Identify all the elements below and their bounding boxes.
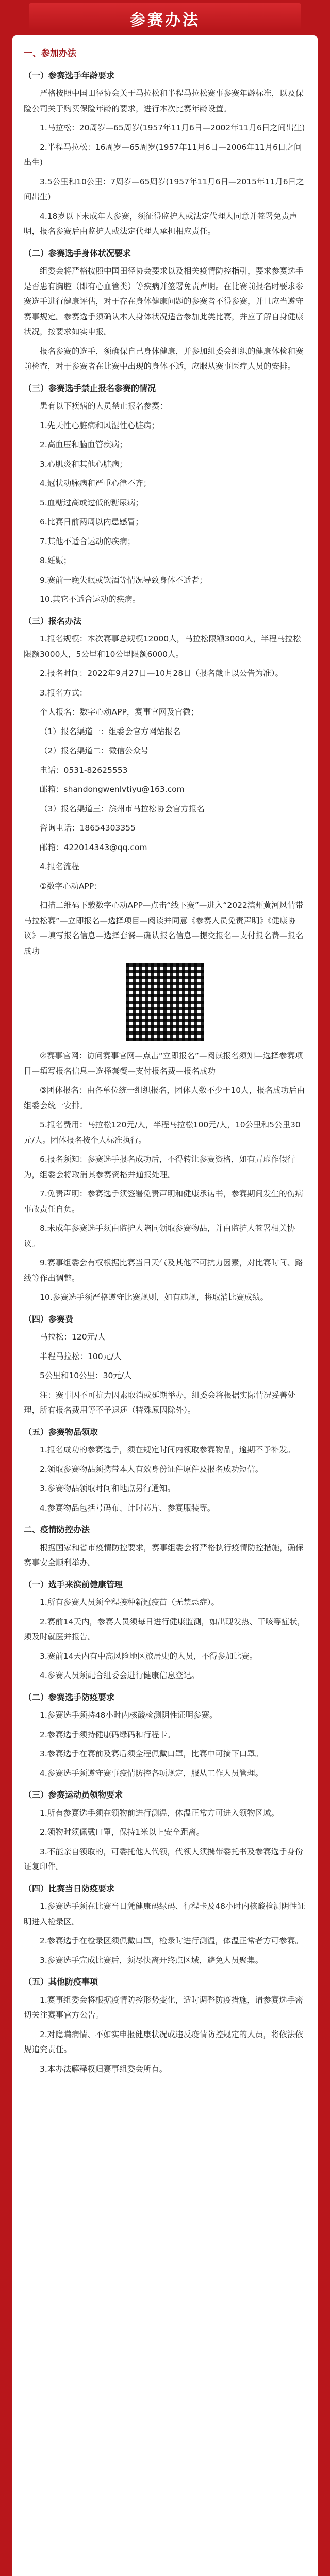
subsection-heading: （四）比赛当日防疫要求 (24, 1883, 115, 1893)
paragraph: 8.未成年参赛选手须由监护人陪同领取参赛物品，并由监护人签署相关协议。 (24, 1224, 295, 1248)
paragraph: ②赛事官网：访问赛事官网—点击“立即报名”—阅读报名须知—选择参赛项目—填写报名信息—选择套餐—支付报名费—报名成功 (24, 1051, 303, 1076)
paragraph: 根据国家和省市疫情防控要求，赛事组委会将严格执行疫情防控措施，确保赛事安全顺利举办。 (24, 1543, 304, 1567)
paragraph: 1.所有参赛选手须在领物前进行测温，体温正常方可进入领物区域。 (40, 1808, 279, 1818)
subsection-heading: （三）参赛选手禁止报名参赛的情况 (24, 383, 156, 393)
paragraph: 6.报名须知：参赛选手报名成功后，不得转让参赛资格，如有弄虚作假行为，组委会将取消其参赛资格并通报处理。 (24, 1155, 295, 1179)
paragraph: 4.参赛人员须配合组委会进行健康信息登记。 (40, 1671, 200, 1680)
paragraph: 2.报名时间：2022年9月27日—10月28日（报名截止以公告为准）。 (40, 669, 284, 678)
paragraph: 7.其他不适合运动的疾病； (40, 536, 136, 546)
paragraph: 9.赛事组委会有权根据比赛当日天气及其他不可抗力因素，对比赛时间、路线等作出调整。 (24, 1258, 303, 1283)
paragraph: 4.报名流程 (40, 862, 79, 871)
subsection-heading: （二）参赛选手身体状况要求 (24, 248, 131, 258)
subsection-heading: （三）报名办法 (24, 616, 82, 626)
paragraph: 马拉松：120元/人 (40, 1332, 106, 1342)
paragraph: 3.心肌炎和其他心脏病； (40, 459, 127, 469)
paragraph: ①数字心动APP： (40, 881, 102, 891)
paragraph: 咨询电话：18654303355 (40, 823, 136, 833)
paragraph: 1.所有参赛人员须全程接种新冠疫苗（无禁忌症）。 (40, 1598, 220, 1607)
subsection-heading: （三）参赛运动员领物要求 (24, 1790, 123, 1800)
paragraph: 2.赛前14天内，参赛人员须每日进行健康监测，如出现发热、干咳等症状，须及时就医并报告。 (24, 1617, 306, 1641)
paragraph: 注：赛事因不可抗力因素取消或延期举办，组委会将根据实际情况妥善处理，所有报名费用等不予退还（特殊原因除外）。 (24, 1390, 296, 1415)
paragraph: 6.比赛日前两周以内患感冒； (40, 517, 143, 527)
paragraph: 1.报名规模：本次赛事总规模12000人，马拉松限额3000人，半程马拉松限额3000人，5公里和10公里限额6000人。 (24, 634, 301, 659)
paragraph: ③团体报名：由各单位统一组织报名，团体人数不少于10人，报名成功后由组委会统一安排。 (24, 1086, 305, 1110)
paragraph: 个人报名：数字心动APP，赛事官网及官微； (40, 707, 199, 717)
paragraph: 1.参赛选手须在比赛当日凭健康码绿码、行程卡及48小时内核酸检测阴性证明进入检录区。 (24, 1902, 306, 1926)
paragraph: 3.参赛物品领取时间和地点另行通知。 (40, 1484, 175, 1493)
paragraph: 半程马拉松：100元/人 (40, 1351, 122, 1361)
paragraph: 3.参赛选手在赛前及赛后须全程佩戴口罩，比赛中可摘下口罩。 (40, 1749, 263, 1758)
subsection-heading: 二、疫情防控办法 (24, 1524, 90, 1534)
paragraph: 扫描二维码下载数字心动APP—点击“线下赛”—进入“2022滨州黄河风情带马拉松赛”—立即报名—选择项目—阅读并同意《参赛人员免责声明》《健康协议》—填写报名信息—选择套餐—确认报名信息—提交报名—支付报名费—报名成功 (24, 901, 304, 956)
paragraph: 2.领物时须佩戴口罩，保持1米以上安全距离。 (40, 1827, 205, 1837)
paragraph: 4.18岁以下未成年人参赛，须征得监护人或法定代理人同意并签署免责声明，报名参赛后由监护人或法定代理人承担相应责任。 (24, 211, 298, 236)
paragraph: 3.本办法解释权归赛事组委会所有。 (40, 2064, 168, 2074)
paragraph: （2）报名渠道二：微信公众号 (40, 746, 149, 755)
paragraph: 9.赛前一晚失眠或饮酒等情况导致身体不适者； (40, 575, 207, 585)
qr-code-image (126, 963, 204, 1041)
paragraph: 报名参赛的选手，须确保自己身体健康，并参加组委会组织的健康体检和赛前检查，对于参赛者在比赛中出现的身体不适，应服从赛事医疗人员的安排。 (24, 346, 304, 371)
paragraph: 4.参赛选手须遵守赛事疫情防控各项规定，服从工作人员管理。 (40, 1768, 263, 1778)
paragraph: （1）报名渠道一：组委会官方网站报名 (40, 726, 181, 736)
paragraph: 1.先天性心脏病和风湿性心脏病； (40, 420, 159, 430)
paragraph: 10.其它不适合运动的疾病。 (40, 595, 141, 604)
paragraph: （3）报名渠道三：滨州市马拉松协会官方报名 (40, 804, 205, 814)
subsection-heading: （四）参赛费 (24, 1314, 74, 1324)
paragraph: 1.报名成功的参赛选手，须在规定时间内领取参赛物品，逾期不予补发。 (40, 1445, 295, 1454)
banner (0, 0, 330, 34)
paragraph: 10.参赛选手须严格遵守比赛规则，如有违规，将取消比赛成绩。 (40, 1293, 269, 1302)
paragraph: 2.领取参赛物品须携带本人有效身份证件原件及报名成功短信。 (40, 1464, 263, 1474)
subsection-heading: （五）其他防疫事项 (24, 1977, 98, 1987)
paragraph: 3.5公里和10公里：7周岁—65周岁(1957年11月6日—2015年11月6日之间出生) (24, 177, 304, 201)
paragraph: 4.参赛物品包括号码布、计时芯片、参赛服装等。 (40, 1503, 216, 1513)
paragraph: 患有以下疾病的人员禁止报名参赛： (40, 401, 168, 411)
section-heading: 一、参加办法 (24, 48, 76, 59)
content-body (12, 35, 318, 2077)
paragraph: 1.参赛选手须持48小时内核酸检测阴性证明参赛。 (40, 1710, 218, 1720)
paragraph: 2.半程马拉松：16周岁—65周岁(1957年11月6日—2006年11月6日之间出生) (24, 142, 302, 167)
subsection-heading: （一）选手来滨前健康管理 (24, 1579, 123, 1589)
subsection-heading: （二）参赛选手防疫要求 (24, 1692, 115, 1702)
paragraph: 2.参赛选手在检录区须佩戴口罩，检录时进行测温，体温正常者方可参赛。 (40, 1936, 303, 1945)
subsection-heading: （一）参赛选手年龄要求 (24, 70, 115, 80)
paragraph: 8.妊娠； (40, 556, 72, 565)
right-border (318, 34, 330, 2576)
paragraph: 邮箱：shandongwenlvtiyu@163.com (40, 785, 185, 794)
paragraph: 2.高血压和脑血管疾病； (40, 440, 127, 449)
banner-title: 参赛办法 (130, 11, 200, 29)
paragraph: 电话：0531-82625553 (40, 765, 128, 775)
paragraph: 1.马拉松：20周岁—65周岁(1957年11月6日—2002年11月6日之间出生) (40, 123, 305, 132)
paragraph: 邮箱：422014343@qq.com (40, 842, 147, 852)
paragraph: 2.参赛选手须持健康码绿码和行程卡。 (40, 1730, 175, 1739)
paragraph: 5.血糖过高或过低的糖尿病； (40, 498, 143, 507)
paragraph: 5公里和10公里：30元/人 (40, 1371, 132, 1380)
paragraph: 1.赛事组委会将根据疫情防控形势变化，适时调整防疫措施，请参赛选手密切关注赛事官方公告。 (24, 1995, 303, 2020)
paragraph: 2.对隐瞒病情、不如实申报健康状况或违反疫情防控规定的人员，将依法依规追究责任。 (24, 2029, 303, 2054)
paragraph: 严格按照中国田径协会关于马拉松和半程马拉松赛事参赛年龄标准，以及保险公司关于购买保险年龄的要求，进行本次比赛年龄设置。 (24, 89, 304, 113)
subsection-heading: （五）参赛物品领取 (24, 1427, 98, 1437)
paragraph: 7.免责声明：参赛选手须签署免责声明和健康承诺书，参赛期间发生的伤病事故责任自负。 (24, 1189, 303, 1214)
paragraph: 组委会将严格按照中国田径协会要求以及相关疫情防控指引，要求参赛选手是否患有胸腔（即有心血管类）等疾病并签署免责声明。在比赛前报名时要求参赛选手进行健康评估，对于存在身体健康问题的参赛者不得参赛，并且应当遵守赛事规定。参赛选手须确认本人身体状况适合参加此类比赛，并应了解自身健康状况，按要求如实申报。 (24, 266, 304, 336)
paragraph: 4.冠状动脉病和严重心律不齐； (40, 479, 152, 488)
content-card (12, 35, 318, 2576)
paragraph: 3.不能亲自领取的，可委托他人代领，代领人须携带委托书及参赛选手身份证复印件。 (24, 1846, 303, 1871)
paragraph: 3.报名方式： (40, 688, 88, 698)
left-border (0, 34, 12, 2576)
paragraph: 5.报名费用：马拉松120元/人，半程马拉松100元/人，10公里和5公里30元/人。团体报名按个人标准执行。 (24, 1120, 301, 1145)
paragraph: 3.赛前14天内有中高风险地区旅居史的人员，不得参加比赛。 (40, 1651, 258, 1661)
paragraph: 3.参赛选手完成比赛后，须尽快离开终点区域，避免人员聚集。 (40, 1955, 263, 1965)
